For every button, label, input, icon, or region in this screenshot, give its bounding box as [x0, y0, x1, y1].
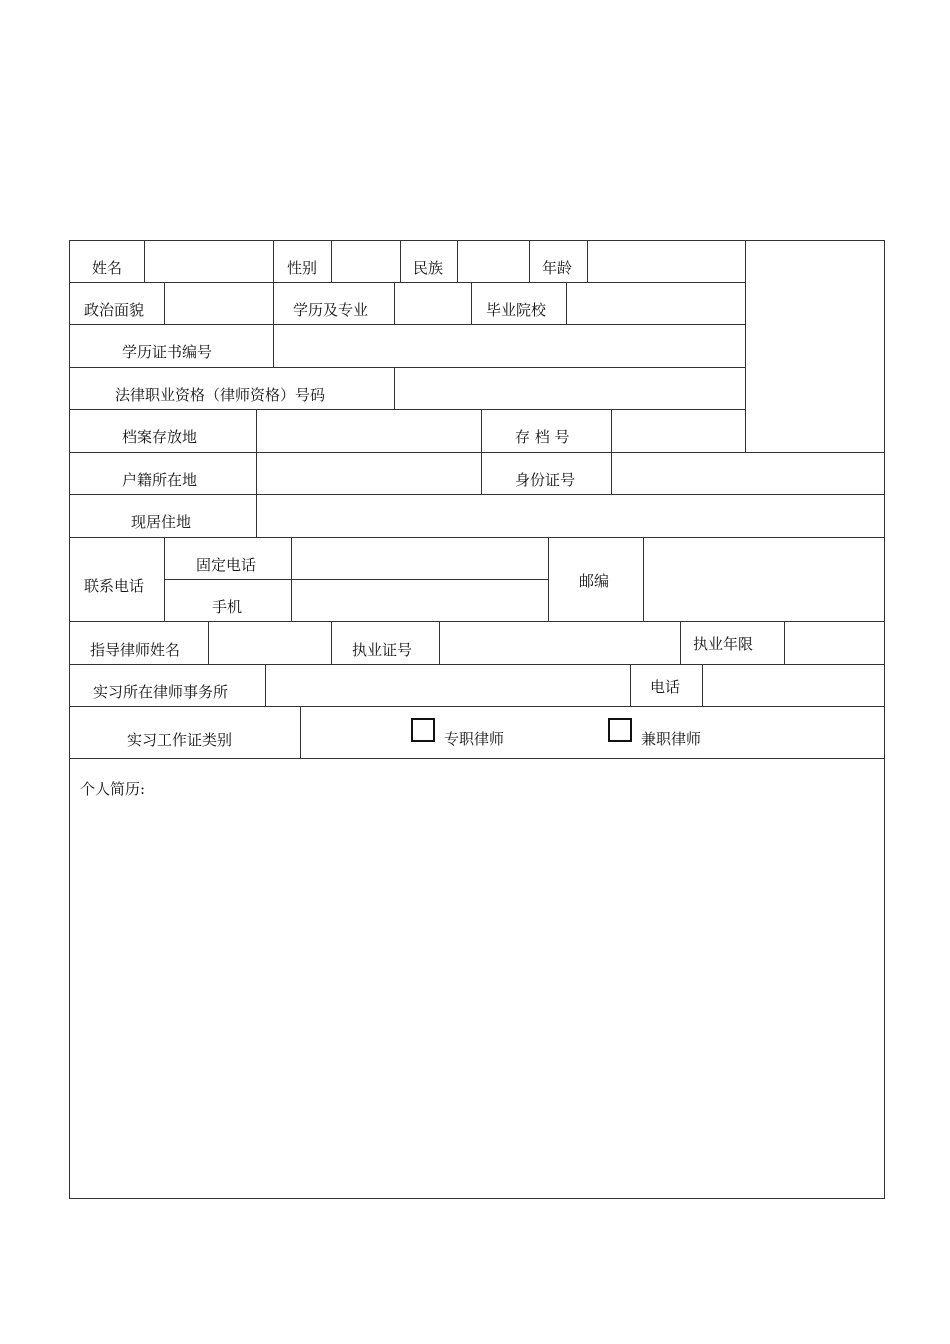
id-number-field[interactable] — [611, 452, 885, 495]
practice-cert-field[interactable] — [439, 621, 681, 665]
landline-field[interactable] — [291, 537, 549, 580]
parttime-option-label: 兼职律师 — [641, 730, 702, 748]
age-field[interactable] — [587, 240, 746, 283]
work-cert-type-options — [300, 706, 885, 759]
age-label: 年龄 — [542, 259, 573, 277]
current-residence-label: 现居住地 — [131, 513, 192, 531]
current-residence-field[interactable] — [256, 494, 885, 538]
gender-field[interactable] — [331, 240, 401, 283]
contact-phone-label: 联系电话 — [84, 577, 145, 595]
law-qualification-label: 法律职业资格（律师资格）号码 — [115, 386, 326, 404]
graduate-school-label: 毕业院校 — [486, 301, 547, 319]
resume-label: 个人简历: — [80, 780, 146, 798]
gender-label: 性别 — [287, 259, 318, 277]
ethnicity-label: 民族 — [413, 259, 444, 277]
id-number-label: 身份证号 — [515, 471, 576, 489]
practice-cert-label: 执业证号 — [352, 641, 413, 659]
graduate-school-field[interactable] — [566, 282, 746, 325]
landline-label: 固定电话 — [196, 556, 257, 574]
political-status-field[interactable] — [164, 282, 274, 325]
household-location-label: 户籍所在地 — [122, 471, 198, 489]
practice-years-field[interactable] — [784, 621, 885, 665]
mobile-label: 手机 — [212, 598, 243, 616]
fulltime-option-label: 专职律师 — [444, 730, 505, 748]
law-firm-label: 实习所在律师事务所 — [93, 683, 229, 701]
name-field[interactable] — [144, 240, 274, 283]
archive-location-field[interactable] — [256, 409, 482, 453]
name-label: 姓名 — [92, 259, 123, 277]
education-cert-field[interactable] — [273, 324, 746, 368]
firm-phone-label: 电话 — [650, 678, 681, 696]
resume-area[interactable] — [69, 758, 885, 1199]
law-qualification-field[interactable] — [394, 367, 746, 410]
law-firm-field[interactable] — [265, 664, 631, 707]
parttime-checkbox[interactable] — [608, 718, 632, 742]
supervisor-name-field[interactable] — [208, 621, 332, 665]
postcode-field[interactable] — [643, 537, 885, 622]
ethnicity-field[interactable] — [457, 240, 530, 283]
supervisor-name-label: 指导律师姓名 — [90, 641, 181, 659]
archive-number-label: 存 档 号 — [515, 428, 570, 446]
household-location-field[interactable] — [256, 452, 482, 495]
archive-number-field[interactable] — [611, 409, 746, 453]
education-major-field[interactable] — [394, 282, 472, 325]
fulltime-checkbox[interactable] — [411, 718, 435, 742]
work-cert-type-label: 实习工作证类别 — [127, 731, 233, 749]
education-cert-label: 学历证书编号 — [122, 343, 213, 361]
mobile-field[interactable] — [291, 579, 549, 622]
education-major-label: 学历及专业 — [293, 301, 369, 319]
firm-phone-field[interactable] — [702, 664, 885, 707]
postcode-label: 邮编 — [579, 572, 610, 590]
photo-area — [745, 240, 885, 453]
archive-location-label: 档案存放地 — [122, 428, 198, 446]
practice-years-label: 执业年限 — [693, 635, 754, 653]
political-status-label: 政治面貌 — [84, 301, 145, 319]
